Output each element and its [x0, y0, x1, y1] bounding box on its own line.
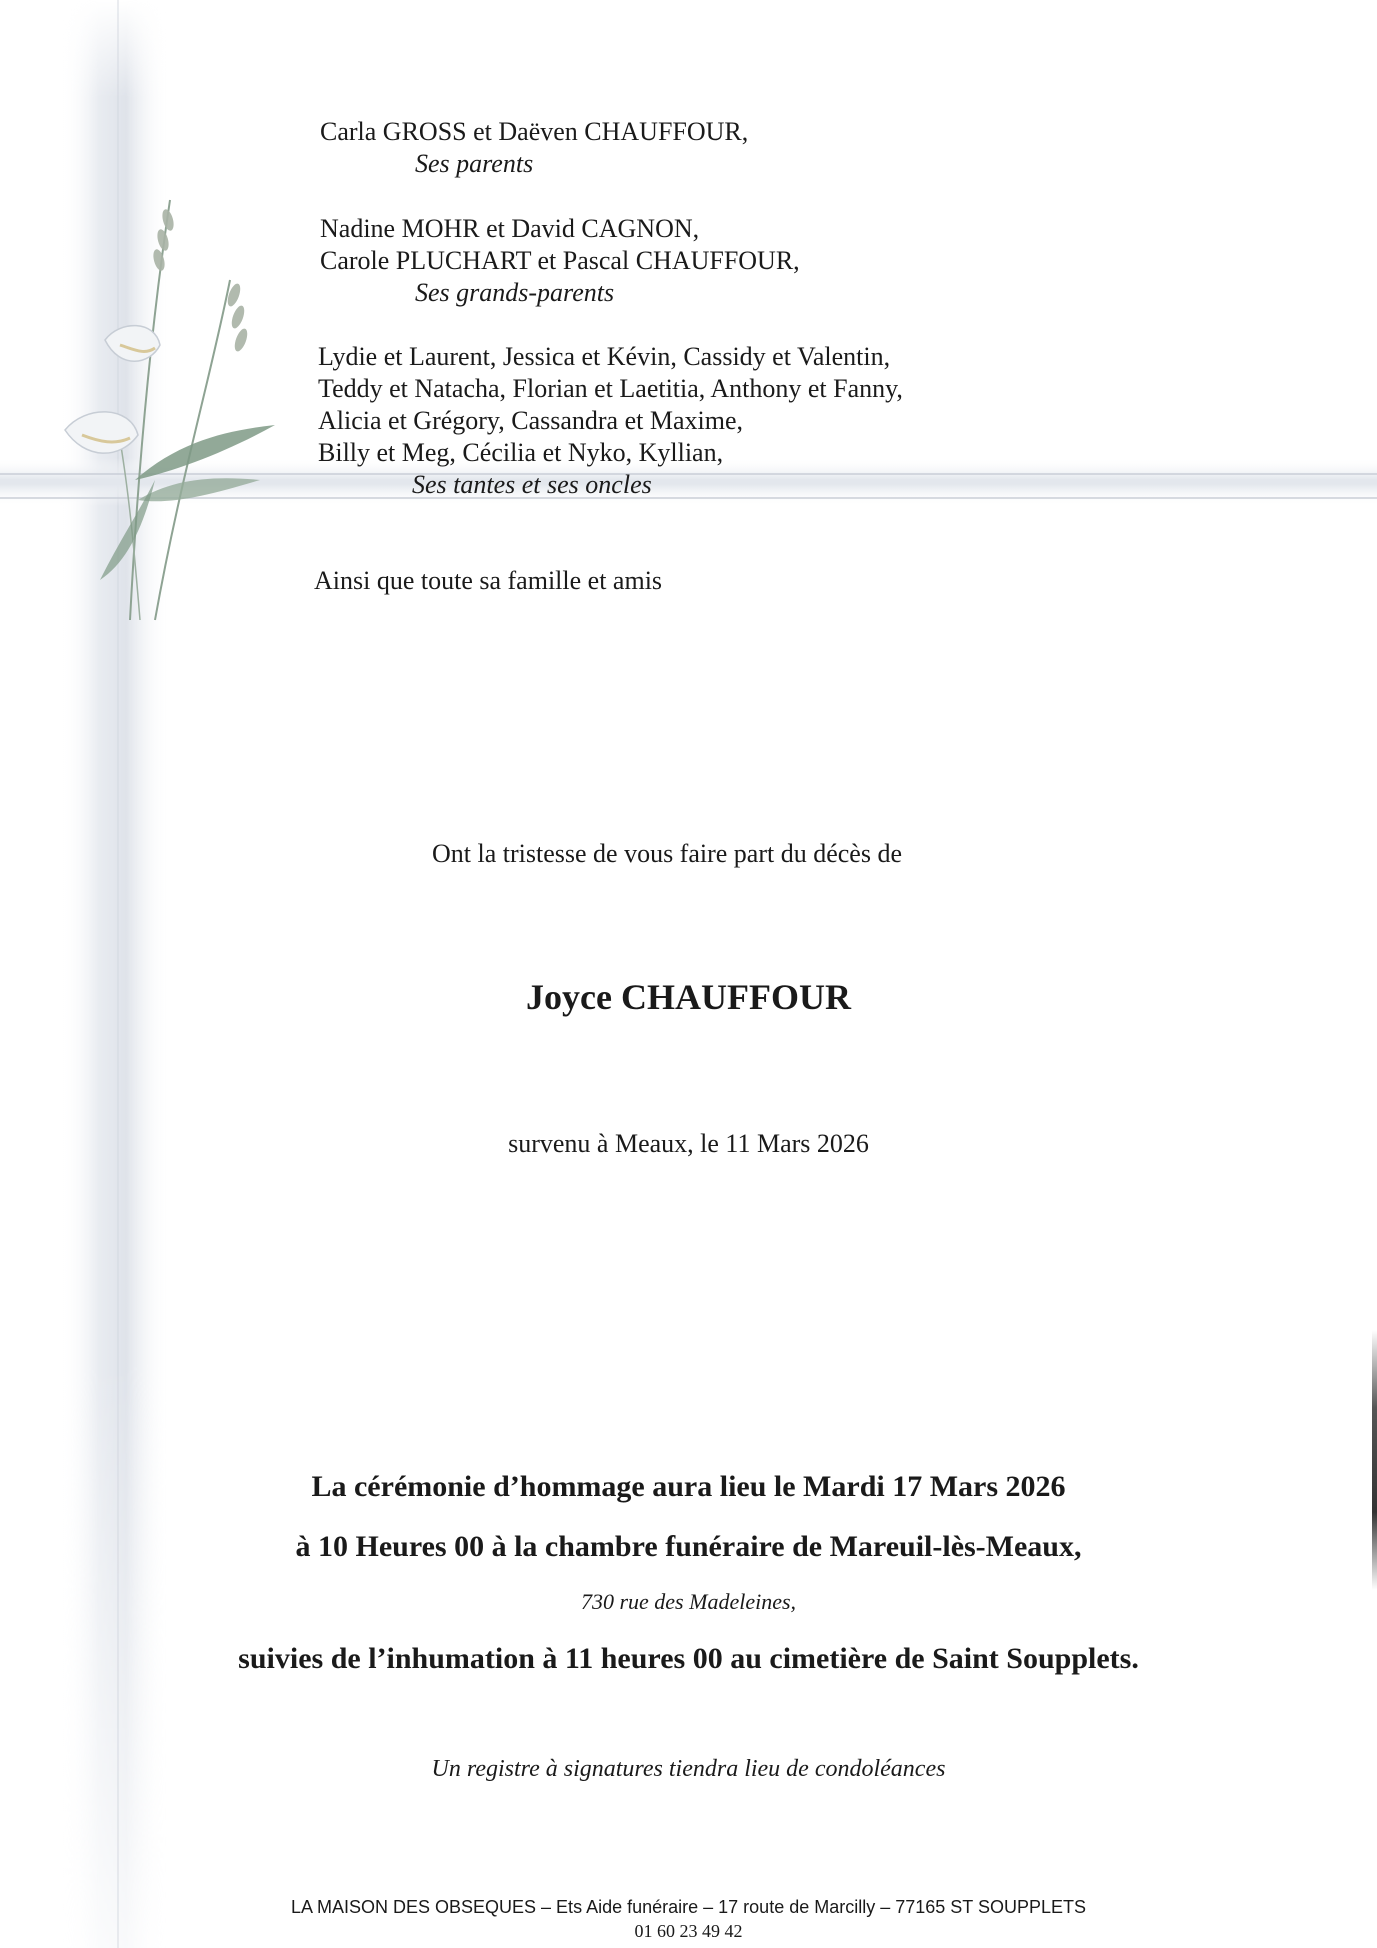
announcement-intro: Ont la tristesse de vous faire part du décès de [432, 839, 903, 868]
grandparents-role: Ses grands-parents [415, 278, 615, 307]
ceremony-line-2: à 10 Heures 00 à la chambre funéraire de Mareuil-lès-Meaux, [295, 1530, 1082, 1563]
grandparents-line-1: Nadine MOHR et David CAGNON, [320, 214, 700, 243]
parents-role: Ses parents [415, 149, 534, 178]
death-date-place: survenu à Meaux, le 11 Mars 2026 [508, 1129, 869, 1158]
condolence-register-note: Un registre à signatures tiendra lieu de condoléances [431, 1756, 946, 1782]
parents-names: Carla GROSS et Daëven CHAUFFOUR, [320, 117, 749, 146]
funeral-home-address: LA MAISON DES OBSEQUES – Ets Aide funéraire – 17 route de Marcilly – 77165 ST SOUPPLETS [290, 1897, 1087, 1917]
uncles-line-2: Teddy et Natacha, Florian et Laetitia, Anthony et Fanny, [318, 374, 903, 403]
burial-line: suivies de l’inhumation à 11 heures 00 au cimetière de Saint Soupplets. [238, 1642, 1139, 1675]
ceremony-address: 730 rue des Madeleines, [580, 1589, 797, 1614]
uncles-line-3: Alicia et Grégory, Cassandra et Maxime, [318, 406, 744, 435]
grandparents-line-2: Carole PLUCHART et Pascal CHAUFFOUR, [320, 246, 800, 275]
calla-lily-wheat-icon [60, 180, 300, 630]
uncles-role: Ses tantes et ses oncles [412, 470, 652, 499]
uncles-line-1: Lydie et Laurent, Jessica et Kévin, Cassidy et Valentin, [318, 342, 891, 371]
uncles-line-4: Billy et Meg, Cécilia et Nyko, Kyllian, [318, 438, 724, 467]
funeral-home-phone: 01 60 23 49 42 [634, 1921, 743, 1941]
ceremony-line-1: La cérémonie d’hommage aura lieu le Mardi 17 Mars 2026 [311, 1470, 1066, 1503]
deceased-name: Joyce CHAUFFOUR [526, 977, 851, 1017]
family-friends-line: Ainsi que toute sa famille et amis [314, 566, 663, 595]
